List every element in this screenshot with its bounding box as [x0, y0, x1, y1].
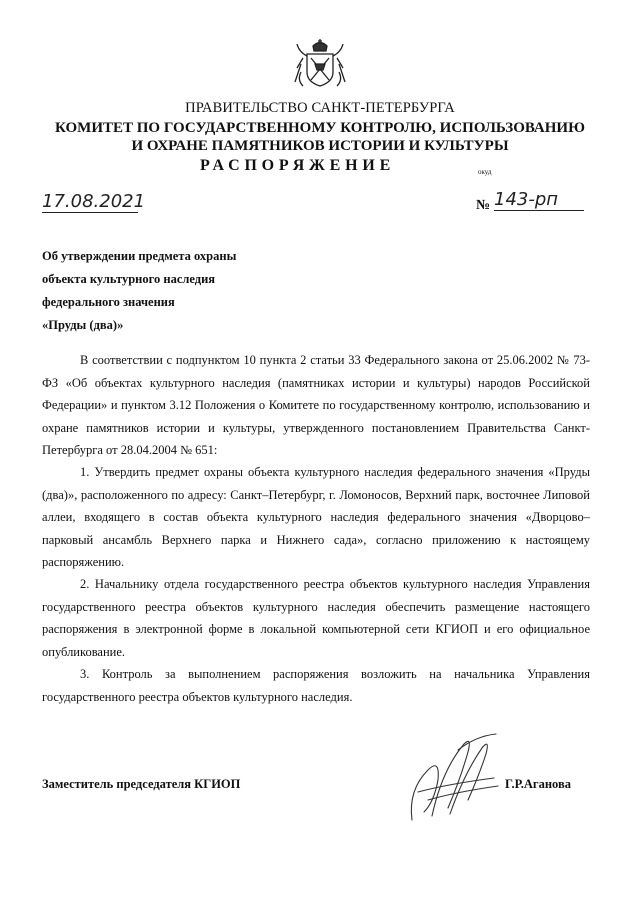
item-3-paragraph: 3. Контроль за выполнением распоряжения возложить на начальника Управления государственного реестра объектов культурного наследия.	[42, 667, 590, 704]
document-date: 17.08.2021	[42, 191, 146, 212]
subject-line-1: Об утверждении предмета охраны	[42, 249, 237, 263]
subject-line-2: объекта культурного наследия	[42, 272, 216, 286]
preamble-paragraph: В соответствии с подпунктом 10 пункта 2 статьи 33 Федерального закона от 25.06.2002 № 73-ФЗ «Об объектах культурного наследия (памятниках истории и культуры) народов Российской Федерации» и пунктом 3.12 Положения о Комитете по государственному контролю, использованию и охране памятников истории и культуры, утвержденного постановлением Правительства Санкт-Петербурга от 28.04.2004 № 651:	[42, 353, 590, 457]
number-symbol: №	[476, 198, 491, 213]
signatory-name: Г.Р.Аганова	[505, 777, 571, 791]
government-title: ПРАВИТЕЛЬСТВО САНКТ-ПЕТЕРБУРГА	[185, 100, 455, 116]
document-number: 143-рп	[494, 190, 584, 211]
item-2-paragraph: 2. Начальнику отдела государственного реестра объектов культурного наследия Управления государственного реестра объектов культурного наследия обеспечить размещение настоящего распоряжения в электронной форме в локальной компьютерной сети КГИОП и его официальное опубликование.	[42, 577, 590, 659]
signatory-role: Заместитель председателя КГИОП	[42, 777, 241, 791]
committee-title-line1: КОМИТЕТ ПО ГОСУДАРСТВЕННОМУ КОНТРОЛЮ, ИСПОЛЬЗОВАНИЮ	[55, 120, 585, 136]
subject-line-4: «Пруды (два)»	[42, 318, 124, 332]
subject-line-3: федерального значения	[42, 295, 175, 309]
document-type: РАСПОРЯЖЕНИЕ	[200, 157, 396, 174]
item-1-paragraph: 1. Утвердить предмет охраны объекта культурного наследия федерального значения «Пруды (два)», расположенного по адресу: Санкт–Петербург, г. Ломоносов, Верхний парк, восточнее Липовой аллеи, входящего в состав объекта культурного наследия федерального значения «Дворцово–парковый ансамбль Верхнего парка и Нижнего сада», согласно приложению к настоящему распоряжению.	[42, 465, 590, 569]
committee-title-line2: И ОХРАНЕ ПАМЯТНИКОВ ИСТОРИИ И КУЛЬТУРЫ	[131, 138, 509, 154]
handwritten-signature	[398, 730, 508, 830]
coat-of-arms-emblem	[293, 38, 347, 90]
okud-label: окуд	[478, 168, 492, 176]
